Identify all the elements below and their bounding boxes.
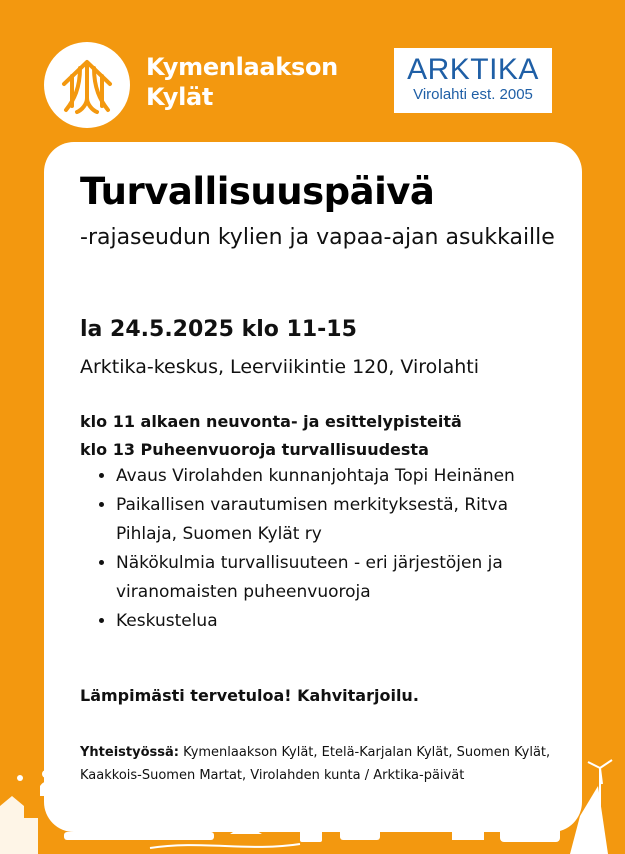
program-item: • Keskustelua [116,607,548,636]
cooperation-label: Yhteistyössä: [80,745,179,760]
program-item: • Näkökulmia turvallisuuteen - eri järjestöjen ja viranomaisten puheenvuoroja [116,549,548,607]
village-landscape-decoration [0,756,625,854]
program-line-1: klo 11 alkaen neuvonta- ja esittelypisteitä [80,412,462,431]
organization-name-line2: Kylät [146,83,214,111]
event-title: Turvallisuuspäivä [80,170,435,213]
event-place: Arktika-keskus, Leerviikintie 120, Virolahti [80,356,479,378]
program-line-2: klo 13 Puheenvuoroja turvallisuudesta [80,440,429,459]
arktika-logo [394,48,552,113]
arktika-logo-subtitle: Virolahti est. 2005 [413,86,533,103]
event-subtitle: -rajaseudun kylien ja vapaa-ajan asukkaille [80,225,555,250]
program-item: • Paikallisen varautumisen merkityksestä, Ritva Pihlaja, Suomen Kylät ry [116,491,548,549]
program-list [78,462,548,636]
program-item: • Avaus Virolahden kunnanjohtaja Topi Heinänen [116,462,548,491]
arktika-logo-title: ARKTIKA [407,53,539,86]
kymenlaakson-kylat-logo-icon [44,42,130,128]
cooperation-partners: Kymenlaakson Kylät, Etelä-Karjalan Kylät, Suomen Kylät, Kaakkois-Suomen Martat, Virolahden kunta / Arktika-päivät [80,745,551,783]
organization-name [146,52,338,112]
welcome-text: Lämpimästi tervetuloa! Kahvitarjoilu. [80,686,419,705]
event-date: la 24.5.2025 klo 11-15 [80,317,357,342]
organization-name-line1: Kymenlaakson [146,53,338,81]
